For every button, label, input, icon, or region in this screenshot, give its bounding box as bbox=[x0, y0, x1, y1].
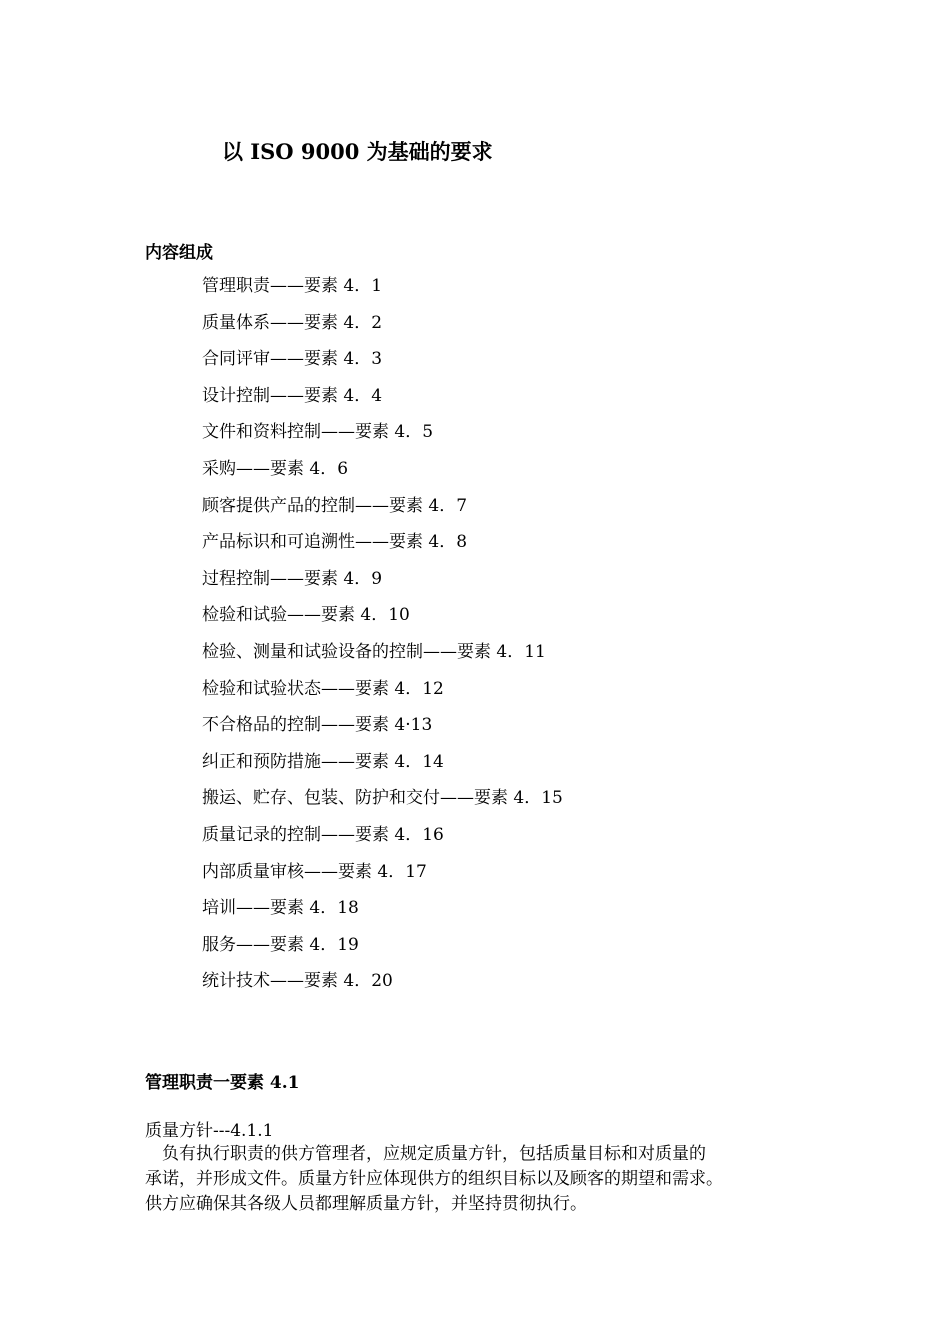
toc-item: 不合格品的控制——要素 4·13 bbox=[202, 715, 433, 736]
body-line: 负有执行职责的供方管理者，应规定质量方针，包括质量目标和对质量的 bbox=[162, 1144, 706, 1164]
toc-item: 合同评审——要素 4．3 bbox=[202, 349, 383, 370]
subsection-title: 质量方针---4.1.1 bbox=[145, 1121, 274, 1141]
toc-item: 采购——要素 4．6 bbox=[202, 458, 349, 479]
toc-item: 管理职责——要素 4．1 bbox=[202, 276, 383, 296]
toc-item: 检验、测量和试验设备的控制——要素 4．11 bbox=[202, 641, 546, 662]
toc-item: 统计技术——要素 4．20 bbox=[202, 971, 393, 992]
toc-item: 检验和试验状态——要素 4．12 bbox=[202, 678, 444, 699]
toc-item: 服务——要素 4．19 bbox=[202, 934, 359, 955]
body-line: 承诺，并形成文件。质量方针应体现供方的组织目标以及顾客的期望和需求。 bbox=[145, 1169, 723, 1189]
toc-item: 纠正和预防措施——要素 4．14 bbox=[202, 751, 444, 772]
toc-item: 搬运、贮存、包装、防护和交付——要素 4．15 bbox=[202, 788, 563, 809]
toc-item: 培训——要素 4．18 bbox=[202, 898, 359, 919]
section-heading: 管理职责一要素 4.1 bbox=[145, 1073, 300, 1093]
toc-item: 文件和资料控制——要素 4．5 bbox=[202, 422, 434, 443]
body-paragraph bbox=[145, 1142, 795, 1217]
toc-item: 质量体系——要素 4．2 bbox=[202, 312, 383, 333]
toc-item: 过程控制——要素 4．9 bbox=[202, 568, 383, 589]
document-title: 以 ISO 9000 为基础的要求 bbox=[222, 139, 493, 164]
toc-item: 设计控制——要素 4．4 bbox=[202, 385, 383, 406]
body-line: 供方应确保其各级人员都理解质量方针，并坚持贯彻执行。 bbox=[145, 1194, 587, 1214]
toc-item: 检验和试验——要素 4．10 bbox=[202, 605, 410, 626]
toc-item: 内部质量审核——要素 4．17 bbox=[202, 861, 427, 882]
toc-item: 产品标识和可追溯性——要素 4．8 bbox=[202, 532, 468, 553]
toc-item: 质量记录的控制——要素 4．16 bbox=[202, 824, 444, 845]
toc-list bbox=[202, 274, 563, 1006]
toc-heading: 内容组成 bbox=[145, 243, 213, 263]
toc-item: 顾客提供产品的控制——要素 4．7 bbox=[202, 495, 468, 516]
